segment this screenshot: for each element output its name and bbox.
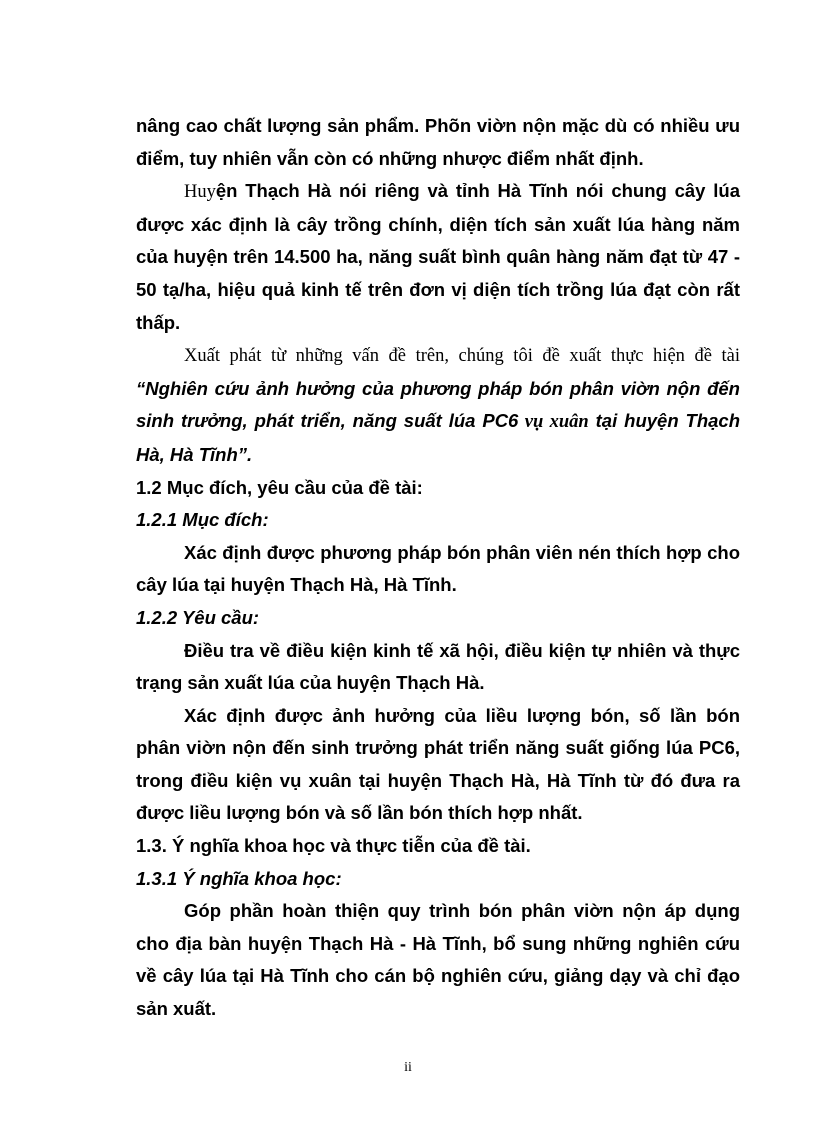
topic-title-part-a: “Nghiên cứu ảnh hưởng của phương pháp bón phân viờn nộn đến sinh trưởng, phát triển, năng suất lúa PC6 <box>136 377 740 432</box>
paragraph-intro-continuation: nâng cao chất lượng sản phẩm. Phõn viờn nộn mặc dù có nhiều ưu điểm, tuy nhiên vẫn còn có những nhược điểm nhất định. <box>136 115 740 169</box>
heading-1-2-2: 1.2.2 Yêu cầu: <box>136 606 260 628</box>
paragraph-thach-ha-rice <box>136 175 740 339</box>
topic-title-part-c: tại huyện Thạch Hà, Hà Tĩnh”. <box>136 410 741 465</box>
paragraph-y-nghia-khoa-hoc: Góp phần hoàn thiện quy trình bón phân viờn nộn áp dụng cho địa bàn huyện Thạch Hà - Hà Tĩnh, bổ sung những nghiên cứu về cây lúa tại Hà Tĩnh cho cán bộ nghiên cứu, giảng dạy và chỉ đạo sản xuất. <box>136 900 740 1020</box>
paragraph-lead-fragment: Huy <box>184 182 216 203</box>
heading-1-3: 1.3. Ý nghĩa khoa học và thực tiễn của đề tài. <box>136 835 531 857</box>
heading-1-2: 1.2 Mục đích, yêu cầu của đề tài: <box>136 476 423 498</box>
heading-1-2-1: 1.2.1 Mục đích: <box>136 509 269 531</box>
document-body <box>136 110 740 1026</box>
page-number: ii <box>404 1060 412 1075</box>
paragraph-yeu-cau-1: Điều tra về điều kiện kinh tế xã hội, điều kiện tự nhiên và thực trạng sản xuất lúa của huyện Thạch Hà. <box>136 639 740 694</box>
paragraph-yeu-cau-2: Xác định được ảnh hưởng của liều lượng bón, số lần bón phân viờn nộn đến sinh trưởng phát triển năng suất giống lúa PC6, trong điều kiện vụ xuân tại huyện Thạch Hà, Hà Tĩnh từ đó đưa ra được liều lượng bón và số lần bón thích hợp nhất. <box>136 704 740 824</box>
paragraph-muc-dich: Xác định được phương pháp bón phân viên nén thích hợp cho cây lúa tại huyện Thạch Hà, Hà Tĩnh. <box>136 541 740 596</box>
topic-intro: Xuất phát từ những vấn đề trên, chúng tôi đề xuất thực hiện đề tài <box>184 346 740 367</box>
paragraph-research-topic <box>136 339 740 471</box>
heading-1-3-1: 1.3.1 Ý nghĩa khoa học: <box>136 867 342 889</box>
topic-title-part-b: vụ xuân <box>518 412 589 433</box>
paragraph-body: ện Thạch Hà nói riêng và tỉnh Hà Tĩnh nói chung cây lúa được xác định là cây trồng chính, diện tích sản xuất lúa hàng năm của huyện trên 14.500 ha, năng suất bình quân hàng năm đạt từ 47 - 50 tạ/ha, hiệu quả kinh tế trên đơn vị diện tích trồng lúa đạt còn rất thấp. <box>136 180 740 333</box>
